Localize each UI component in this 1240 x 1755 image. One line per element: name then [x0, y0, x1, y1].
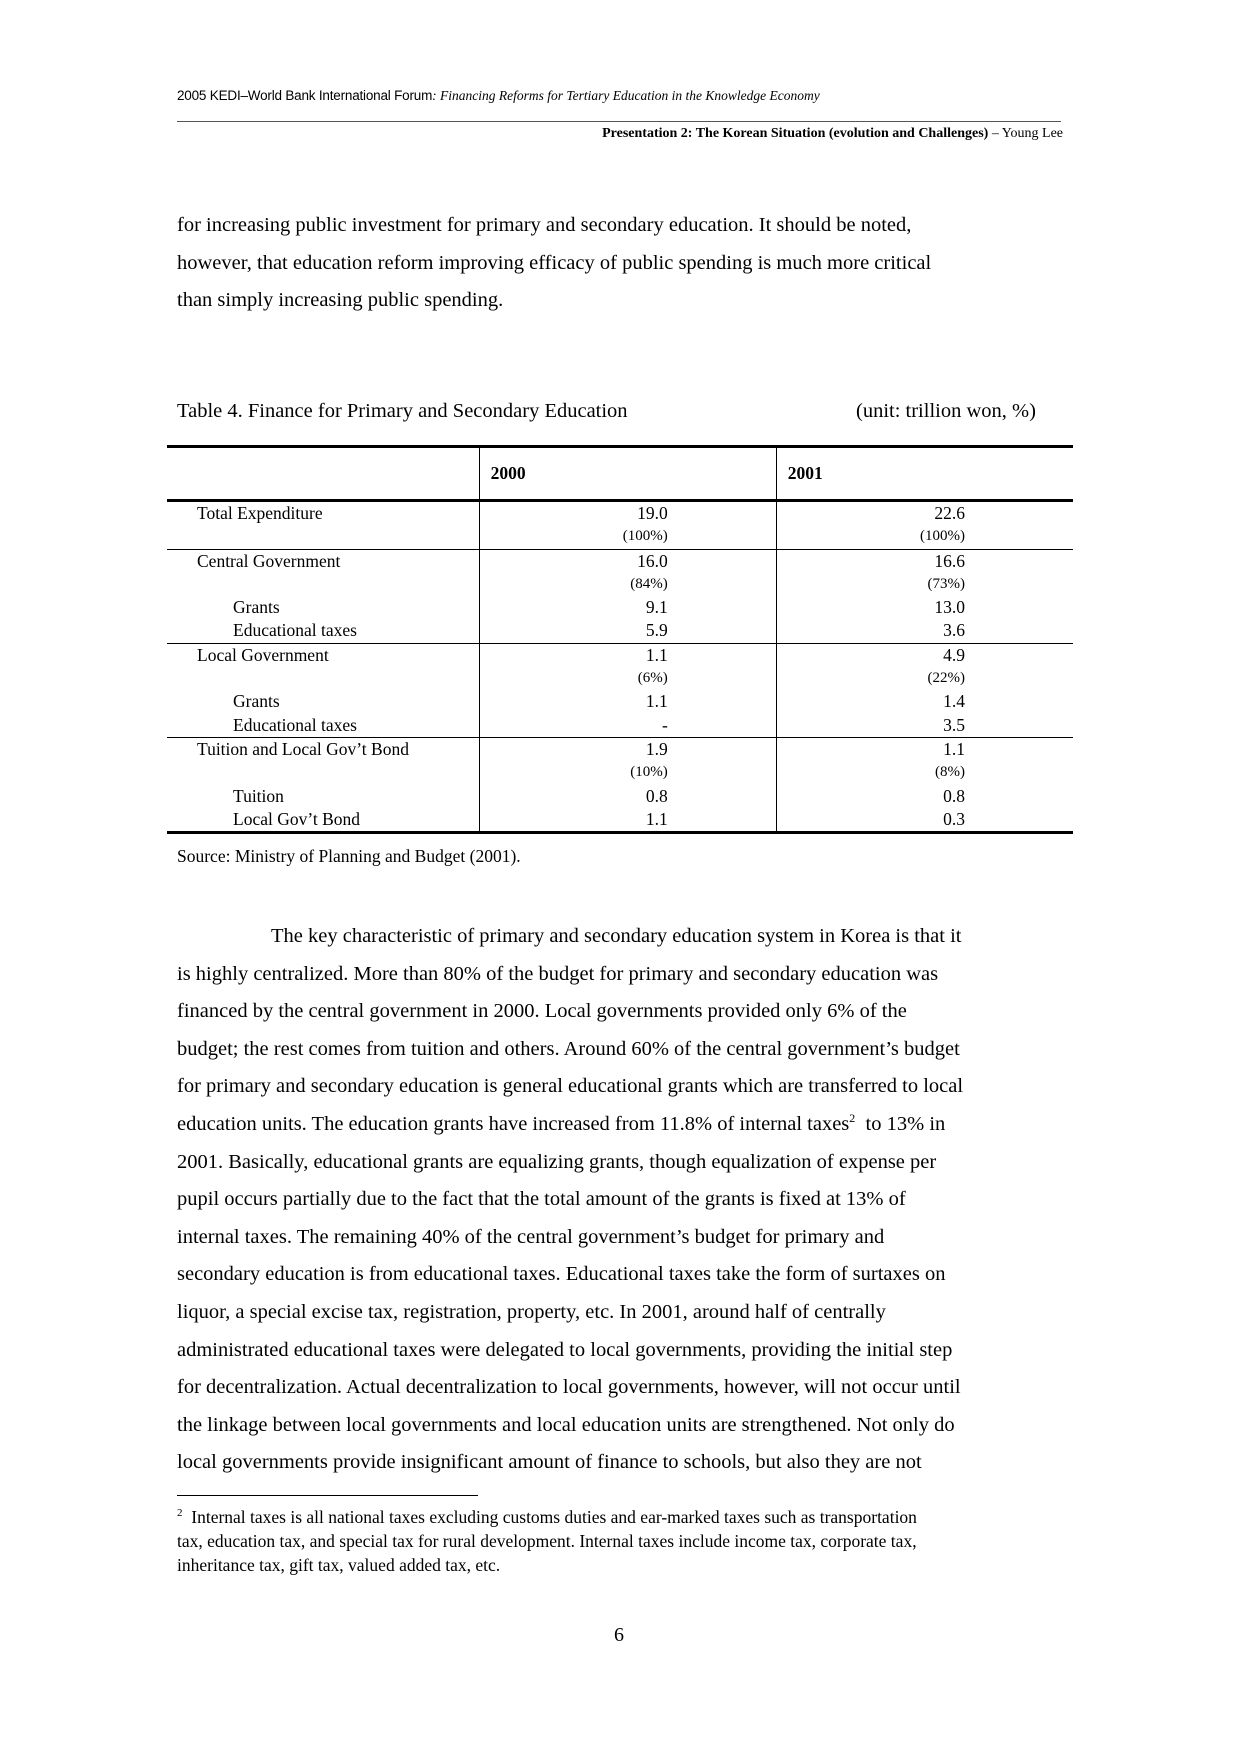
paragraph-main	[177, 918, 1067, 1482]
table-row	[167, 737, 1073, 761]
text-line: secondary education is from educational taxes. Educational taxes take the form of surtaxes on	[177, 1263, 946, 1286]
page-number: 6	[614, 1624, 624, 1646]
text-segment: to 13% in	[855, 1112, 946, 1135]
row-label	[167, 525, 479, 549]
footnote-divider	[177, 1495, 478, 1496]
table-body	[167, 501, 1073, 833]
row-label: Local Government	[167, 643, 479, 667]
row-label	[167, 573, 479, 596]
cell-2001: 4.9	[943, 644, 965, 665]
table-row	[167, 643, 1073, 667]
cell-2001: 13.0	[934, 597, 965, 618]
table-row	[167, 761, 1073, 784]
footnote-reference[interactable]: 2	[849, 1111, 856, 1126]
forum-subtitle: : Financing Reforms for Tertiary Education in the Knowledge Economy	[432, 88, 820, 103]
row-label	[167, 761, 479, 784]
table-row	[167, 808, 1073, 833]
row-label: Central Government	[167, 549, 479, 573]
text-line-with-footnote	[177, 1106, 1067, 1144]
text-line: the linkage between local governments and local education units are strengthened. Not only do	[177, 1413, 955, 1436]
cell-2000: (10%)	[479, 761, 776, 784]
forum-name: 2005 KEDI–World Bank International Forum	[177, 88, 433, 103]
header-divider	[177, 121, 1061, 122]
cell-2000: 9.1	[479, 596, 776, 619]
cell-2001: (100%)	[920, 528, 965, 545]
text-line: liquor, a special excise tax, registration, property, etc. In 2001, around half of centrally	[177, 1300, 886, 1323]
footnote-line: inheritance tax, gift tax, valued added tax, etc.	[177, 1555, 501, 1575]
cell-2000: 1.1	[479, 808, 776, 833]
footnote-text: Internal taxes is all national taxes excluding customs duties and ear-marked taxes such as transportation	[182, 1507, 917, 1527]
cell-2001: 1.1	[943, 738, 965, 759]
text-line: administrated educational taxes were delegated to local governments, providing the initial step	[177, 1338, 953, 1361]
cell-2001: (22%)	[927, 670, 965, 687]
table-row	[167, 573, 1073, 596]
cell-2001: (8%)	[935, 764, 965, 781]
paragraph-continuation	[177, 207, 1067, 320]
cell-2001: 3.6	[943, 620, 965, 641]
text-line: financed by the central government in 2000. Local governments provided only 6% of the	[177, 1000, 907, 1023]
table-caption: Table 4. Finance for Primary and Secondary Education	[177, 400, 628, 422]
column-header-label	[167, 447, 479, 501]
text-line: pupil occurs partially due to the fact that the total amount of the grants is fixed at 13% of	[177, 1188, 906, 1211]
footnote	[177, 1505, 1077, 1577]
footnote-line	[177, 1505, 1077, 1529]
table-row	[167, 785, 1073, 808]
text-line: 2001. Basically, educational grants are equalizing grants, though equalization of expense per	[177, 1150, 937, 1173]
cell-2000: 1.1	[479, 690, 776, 713]
cell-2000: 1.9	[479, 737, 776, 761]
cell-2000: (100%)	[479, 525, 776, 549]
text-line: internal taxes. The remaining 40% of the central government’s budget for primary and	[177, 1225, 885, 1248]
row-label: Total Expenditure	[167, 501, 479, 526]
cell-2000: 19.0	[479, 501, 776, 526]
table-unit-note: (unit: trillion won, %)	[856, 400, 1036, 422]
presentation-author: – Young Lee	[988, 126, 1063, 141]
running-header-presentation	[602, 126, 1063, 142]
text-line: local governments provide insignificant amount of finance to schools, but also they are not	[177, 1451, 922, 1474]
text-line: budget; the rest comes from tuition and others. Around 60% of the central government’s budget	[177, 1037, 960, 1060]
table-row	[167, 596, 1073, 619]
row-label	[167, 667, 479, 690]
text-line: The key characteristic of primary and secondary education system in Korea is that it	[271, 925, 962, 947]
running-header-title	[177, 88, 820, 104]
text-line: is highly centralized. More than 80% of the budget for primary and secondary education was	[177, 962, 939, 985]
row-label: Local Gov’t Bond	[167, 808, 479, 833]
presentation-title: Presentation 2: The Korean Situation (evolution and Challenges)	[602, 126, 989, 141]
footnote-line: tax, education tax, and special tax for rural development. Internal taxes include income tax, corporate tax,	[177, 1531, 917, 1551]
text-segment: education units. The education grants have increased from 11.8% of internal taxes	[177, 1112, 850, 1135]
table-row	[167, 690, 1073, 713]
finance-table	[167, 445, 1073, 834]
text-line: than simply increasing public spending.	[177, 289, 504, 312]
text-line: for increasing public investment for primary and secondary education. It should be noted,	[177, 214, 912, 236]
table-row	[167, 501, 1073, 526]
column-header-2000: 2000	[479, 447, 776, 501]
cell-2001: (73%)	[927, 575, 965, 592]
cell-2001: 3.5	[943, 714, 965, 735]
footnote-marker: 2	[177, 1507, 183, 1520]
table-row	[167, 549, 1073, 573]
table-header-row	[167, 447, 1073, 501]
cell-2001: 22.6	[934, 503, 965, 523]
column-header-2001: 2001	[787, 463, 823, 483]
cell-2001: 0.3	[943, 808, 965, 829]
text-line: however, that education reform improving efficacy of public spending is much more critical	[177, 251, 932, 274]
cell-2001: 1.4	[943, 691, 965, 712]
table-row	[167, 714, 1073, 738]
row-label: Tuition	[167, 785, 479, 808]
cell-2000: 16.0	[479, 549, 776, 573]
row-label: Grants	[167, 690, 479, 713]
cell-2000: 5.9	[479, 619, 776, 643]
row-label: Tuition and Local Gov’t Bond	[167, 737, 479, 761]
cell-2000: (6%)	[479, 667, 776, 690]
cell-2000: 0.8	[479, 785, 776, 808]
text-line: for primary and secondary education is general educational grants which are transferred to local	[177, 1075, 964, 1098]
cell-2000: -	[479, 714, 776, 738]
row-label: Educational taxes	[167, 619, 479, 643]
table-row	[167, 667, 1073, 690]
cell-2001: 16.6	[934, 550, 965, 571]
table-row	[167, 619, 1073, 643]
cell-2001: 0.8	[943, 785, 965, 806]
row-label: Grants	[167, 596, 479, 619]
cell-2000: 1.1	[479, 643, 776, 667]
text-line: for decentralization. Actual decentralization to local governments, however, will not occur until	[177, 1376, 961, 1399]
cell-2000: (84%)	[479, 573, 776, 596]
table-source: Source: Ministry of Planning and Budget (2001).	[177, 846, 521, 866]
table-row	[167, 525, 1073, 549]
row-label: Educational taxes	[167, 714, 479, 738]
